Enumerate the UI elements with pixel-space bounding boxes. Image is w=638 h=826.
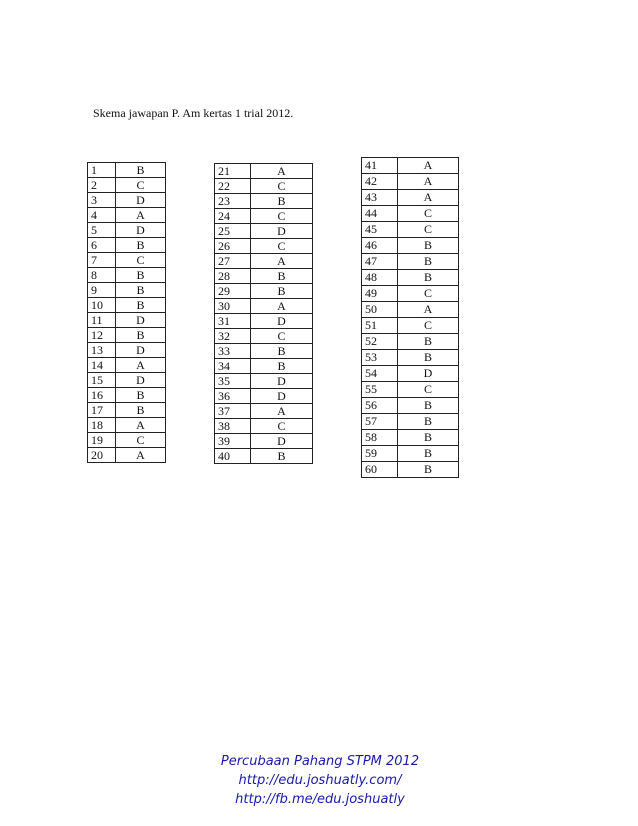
table-row bbox=[362, 158, 459, 174]
answer-letter: D bbox=[116, 373, 166, 388]
question-number: 56 bbox=[362, 398, 398, 414]
answer-letter: C bbox=[251, 209, 313, 224]
question-number: 50 bbox=[362, 302, 398, 318]
question-number: 30 bbox=[215, 299, 251, 314]
table-row bbox=[362, 206, 459, 222]
answer-letter: B bbox=[398, 462, 459, 478]
question-number: 41 bbox=[362, 158, 398, 174]
answer-letter: A bbox=[116, 418, 166, 433]
table-row bbox=[362, 382, 459, 398]
table-row bbox=[362, 366, 459, 382]
question-number: 45 bbox=[362, 222, 398, 238]
question-number: 15 bbox=[88, 373, 116, 388]
question-number: 31 bbox=[215, 314, 251, 329]
answer-letter: B bbox=[251, 359, 313, 374]
answer-letter: D bbox=[116, 223, 166, 238]
table-row bbox=[215, 299, 313, 314]
answer-letter: B bbox=[116, 328, 166, 343]
question-number: 29 bbox=[215, 284, 251, 299]
answer-letter: A bbox=[251, 404, 313, 419]
table-row bbox=[362, 430, 459, 446]
table-row bbox=[215, 449, 313, 464]
question-number: 54 bbox=[362, 366, 398, 382]
answer-letter: C bbox=[251, 239, 313, 254]
answer-letter: B bbox=[398, 446, 459, 462]
page-title: Skema jawapan P. Am kertas 1 trial 2012. bbox=[93, 106, 294, 120]
answer-letter: B bbox=[398, 238, 459, 254]
table-row bbox=[215, 329, 313, 344]
table-row bbox=[88, 283, 166, 298]
table-row bbox=[215, 314, 313, 329]
table-row bbox=[88, 268, 166, 283]
answer-letter: A bbox=[398, 174, 459, 190]
answer-letter: B bbox=[398, 398, 459, 414]
answer-table-1 bbox=[87, 162, 166, 463]
answer-letter: C bbox=[116, 433, 166, 448]
question-number: 5 bbox=[88, 223, 116, 238]
question-number: 17 bbox=[88, 403, 116, 418]
answer-letter: B bbox=[116, 298, 166, 313]
table-row bbox=[362, 286, 459, 302]
question-number: 51 bbox=[362, 318, 398, 334]
answer-letter: B bbox=[251, 344, 313, 359]
question-number: 46 bbox=[362, 238, 398, 254]
footer-website-link[interactable]: http://edu.joshuatly.com/ bbox=[238, 773, 402, 788]
table-row bbox=[215, 359, 313, 374]
answer-letter: B bbox=[398, 430, 459, 446]
table-row bbox=[362, 254, 459, 270]
answer-letter: A bbox=[251, 299, 313, 314]
table-row bbox=[215, 164, 313, 179]
answer-letter: D bbox=[116, 313, 166, 328]
question-number: 8 bbox=[88, 268, 116, 283]
answer-letter: A bbox=[251, 254, 313, 269]
question-number: 44 bbox=[362, 206, 398, 222]
question-number: 10 bbox=[88, 298, 116, 313]
table-row bbox=[215, 209, 313, 224]
answer-letter: B bbox=[251, 269, 313, 284]
question-number: 7 bbox=[88, 253, 116, 268]
question-number: 49 bbox=[362, 286, 398, 302]
table-row bbox=[88, 193, 166, 208]
question-number: 37 bbox=[215, 404, 251, 419]
answer-letter: D bbox=[398, 366, 459, 382]
question-number: 23 bbox=[215, 194, 251, 209]
question-number: 58 bbox=[362, 430, 398, 446]
answer-letter: D bbox=[116, 343, 166, 358]
question-number: 22 bbox=[215, 179, 251, 194]
question-number: 18 bbox=[88, 418, 116, 433]
answer-letter: B bbox=[398, 270, 459, 286]
answer-letter: C bbox=[251, 329, 313, 344]
table-row bbox=[215, 224, 313, 239]
question-number: 19 bbox=[88, 433, 116, 448]
table-row bbox=[362, 462, 459, 478]
answer-letter: C bbox=[398, 222, 459, 238]
answer-letter: B bbox=[116, 238, 166, 253]
question-number: 24 bbox=[215, 209, 251, 224]
question-number: 6 bbox=[88, 238, 116, 253]
answer-letter: C bbox=[398, 318, 459, 334]
answer-letter: A bbox=[116, 358, 166, 373]
answer-letter: B bbox=[398, 334, 459, 350]
answer-letter: A bbox=[251, 164, 313, 179]
table-row bbox=[88, 358, 166, 373]
answer-letter: B bbox=[398, 254, 459, 270]
footer-exam-title: Percubaan Pahang STPM 2012 bbox=[220, 754, 420, 769]
table-row bbox=[362, 190, 459, 206]
question-number: 13 bbox=[88, 343, 116, 358]
answer-letter: B bbox=[116, 268, 166, 283]
table-row bbox=[88, 208, 166, 223]
table-row bbox=[88, 313, 166, 328]
question-number: 2 bbox=[88, 178, 116, 193]
answer-letter: B bbox=[398, 414, 459, 430]
question-number: 39 bbox=[215, 434, 251, 449]
answer-letter: B bbox=[251, 284, 313, 299]
answer-letter: B bbox=[251, 449, 313, 464]
table-row bbox=[215, 344, 313, 359]
question-number: 27 bbox=[215, 254, 251, 269]
question-number: 20 bbox=[88, 448, 116, 463]
answer-letter: C bbox=[398, 382, 459, 398]
table-row bbox=[88, 388, 166, 403]
answer-table-3 bbox=[361, 157, 459, 478]
question-number: 14 bbox=[88, 358, 116, 373]
question-number: 47 bbox=[362, 254, 398, 270]
table-row bbox=[88, 238, 166, 253]
table-row bbox=[215, 404, 313, 419]
table-row bbox=[362, 398, 459, 414]
question-number: 42 bbox=[362, 174, 398, 190]
answer-letter: C bbox=[116, 178, 166, 193]
question-number: 3 bbox=[88, 193, 116, 208]
question-number: 48 bbox=[362, 270, 398, 286]
question-number: 57 bbox=[362, 414, 398, 430]
question-number: 53 bbox=[362, 350, 398, 366]
answer-letter: A bbox=[398, 190, 459, 206]
answer-letter: C bbox=[116, 253, 166, 268]
question-number: 38 bbox=[215, 419, 251, 434]
table-row bbox=[88, 433, 166, 448]
answer-letter: D bbox=[116, 193, 166, 208]
answer-letter: A bbox=[116, 448, 166, 463]
table-row bbox=[362, 334, 459, 350]
table-row bbox=[362, 174, 459, 190]
table-row bbox=[362, 302, 459, 318]
answer-letter: D bbox=[251, 374, 313, 389]
answer-letter: D bbox=[251, 389, 313, 404]
question-number: 55 bbox=[362, 382, 398, 398]
question-number: 11 bbox=[88, 313, 116, 328]
table-row bbox=[215, 269, 313, 284]
question-number: 1 bbox=[88, 163, 116, 178]
question-number: 28 bbox=[215, 269, 251, 284]
table-row bbox=[215, 254, 313, 269]
question-number: 40 bbox=[215, 449, 251, 464]
question-number: 59 bbox=[362, 446, 398, 462]
answer-letter: B bbox=[116, 163, 166, 178]
answer-letter: D bbox=[251, 434, 313, 449]
table-row bbox=[88, 373, 166, 388]
table-row bbox=[88, 163, 166, 178]
table-row bbox=[362, 414, 459, 430]
answer-letter: C bbox=[251, 179, 313, 194]
table-row bbox=[88, 418, 166, 433]
answer-letter: C bbox=[398, 206, 459, 222]
table-row bbox=[88, 178, 166, 193]
table-row bbox=[362, 270, 459, 286]
question-number: 43 bbox=[362, 190, 398, 206]
table-row bbox=[88, 403, 166, 418]
table-row bbox=[362, 350, 459, 366]
table-row bbox=[88, 298, 166, 313]
question-number: 60 bbox=[362, 462, 398, 478]
answer-letter: C bbox=[398, 286, 459, 302]
question-number: 33 bbox=[215, 344, 251, 359]
table-row bbox=[362, 238, 459, 254]
table-row bbox=[215, 239, 313, 254]
table-row bbox=[88, 253, 166, 268]
footer-facebook-link[interactable]: http://fb.me/edu.joshuatly bbox=[235, 792, 405, 807]
table-row bbox=[362, 318, 459, 334]
table-row bbox=[215, 374, 313, 389]
question-number: 34 bbox=[215, 359, 251, 374]
answer-letter: A bbox=[398, 158, 459, 174]
question-number: 4 bbox=[88, 208, 116, 223]
answer-letter: D bbox=[251, 314, 313, 329]
answer-letter: C bbox=[251, 419, 313, 434]
answer-letter: A bbox=[398, 302, 459, 318]
table-row bbox=[215, 179, 313, 194]
table-row bbox=[215, 419, 313, 434]
question-number: 36 bbox=[215, 389, 251, 404]
table-row bbox=[215, 389, 313, 404]
question-number: 12 bbox=[88, 328, 116, 343]
answer-table-2 bbox=[214, 163, 313, 464]
table-row bbox=[362, 222, 459, 238]
question-number: 52 bbox=[362, 334, 398, 350]
question-number: 35 bbox=[215, 374, 251, 389]
table-row bbox=[215, 434, 313, 449]
answer-letter: B bbox=[116, 403, 166, 418]
question-number: 25 bbox=[215, 224, 251, 239]
table-row bbox=[88, 448, 166, 463]
table-row bbox=[88, 223, 166, 238]
table-row bbox=[215, 284, 313, 299]
question-number: 16 bbox=[88, 388, 116, 403]
question-number: 32 bbox=[215, 329, 251, 344]
question-number: 9 bbox=[88, 283, 116, 298]
table-row bbox=[88, 343, 166, 358]
table-row bbox=[362, 446, 459, 462]
table-row bbox=[88, 328, 166, 343]
answer-letter: B bbox=[398, 350, 459, 366]
answer-letter: B bbox=[116, 283, 166, 298]
answer-letter: D bbox=[251, 224, 313, 239]
question-number: 21 bbox=[215, 164, 251, 179]
answer-letter: B bbox=[116, 388, 166, 403]
table-row bbox=[215, 194, 313, 209]
question-number: 26 bbox=[215, 239, 251, 254]
answer-letter: A bbox=[116, 208, 166, 223]
answer-letter: B bbox=[251, 194, 313, 209]
